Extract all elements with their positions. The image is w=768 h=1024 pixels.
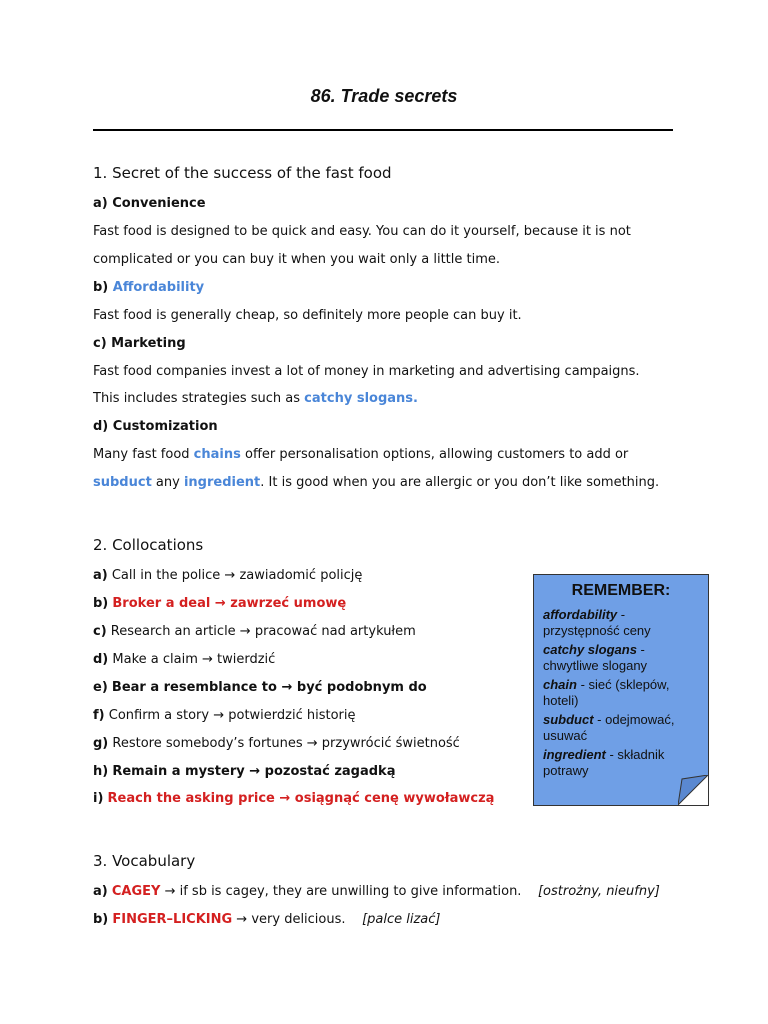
vocab-word: CAGEY <box>111 884 161 899</box>
remember-term: subduct <box>543 712 594 727</box>
item-letter: h) <box>93 764 109 779</box>
convenience-label: a) Convenience <box>93 196 206 211</box>
page-title: 86. Trade secrets <box>310 86 458 106</box>
remember-title: REMEMBER: <box>571 582 671 599</box>
item-text: Confirm a story → potwierdzić historię <box>108 708 356 723</box>
customization-text-2 <box>93 475 659 490</box>
page-curl-icon <box>678 775 708 805</box>
item-text: Research an article → pracować nad artykułem <box>110 624 416 639</box>
remember-entry <box>543 642 708 674</box>
customization-end: . It is good when you are allergic or you don’t like something. <box>260 475 660 490</box>
section3-heading: 3. Vocabulary <box>93 852 196 870</box>
affordability-text: Fast food is generally cheap, so definitely more people can buy it. <box>93 308 522 323</box>
remember-term: affordability <box>543 607 618 622</box>
convenience-text-2: complicated or you can buy it when you wait only a little time. <box>93 252 501 267</box>
vocab-item-finger-licking <box>93 912 440 927</box>
collocation-item <box>93 624 416 639</box>
title-rule <box>93 129 673 131</box>
remember-def: chwytliwe slogany <box>543 658 648 673</box>
customization-text-1 <box>93 447 628 462</box>
remember-entry <box>543 677 708 709</box>
customization-any: any <box>155 475 180 490</box>
subduct-term: subduct <box>93 475 152 490</box>
item-text: Make a claim → twierdzić <box>112 652 276 667</box>
item-letter: c) <box>93 624 107 639</box>
item-letter: a) <box>93 568 108 583</box>
remember-dash: - <box>617 607 626 622</box>
collocation-item <box>93 568 362 583</box>
item-text: Broker a deal → zawrzeć umowę <box>112 596 347 611</box>
marketing-text-2-pre: This includes strategies such as <box>93 391 301 406</box>
marketing-label: c) Marketing <box>93 336 186 351</box>
ingredient-term: ingredient <box>183 475 261 490</box>
remember-def: potrawy <box>543 763 589 778</box>
customization-label: d) Customization <box>93 419 218 434</box>
item-letter: g) <box>93 736 109 751</box>
collocation-item <box>93 680 427 695</box>
item-text: Bear a resemblance to → być podobnym do <box>111 680 427 695</box>
item-letter: d) <box>93 652 109 667</box>
affordability-term: Affordability <box>112 280 205 295</box>
item-text: Remain a mystery → pozostać zagadką <box>112 764 396 779</box>
item-letter: i) <box>93 791 104 806</box>
remember-dash: - odejmować, <box>593 712 675 727</box>
item-text: Restore somebody’s fortunes → przywrócić świetność <box>112 736 460 751</box>
item-letter: e) <box>93 680 108 695</box>
vocab-word: FINGER–LICKING <box>112 912 233 927</box>
collocation-item <box>93 764 395 779</box>
remember-dash: - sieć (sklepów, <box>576 677 670 692</box>
catchy-slogans-term: catchy slogans. <box>304 391 418 406</box>
item-text: Call in the police → zawiadomić policję <box>111 568 363 583</box>
remember-def: usuwać <box>543 728 588 743</box>
remember-dash: - <box>636 642 645 657</box>
remember-note <box>533 574 709 806</box>
remember-term: ingredient <box>543 747 606 762</box>
vocab-translation: [ostrożny, nieufny] <box>537 884 660 899</box>
convenience-text-1: Fast food is designed to be quick and easy. You can do it yourself, because it is not <box>93 224 631 239</box>
collocation-item <box>93 791 494 806</box>
remember-def: przystępność ceny <box>543 623 651 638</box>
vocab-def: → very delicious. <box>232 912 346 927</box>
item-text: Reach the asking price → osiągnąć cenę wywoławczą <box>107 791 495 806</box>
vocab-def: → if sb is cagey, they are unwilling to give information. <box>160 884 522 899</box>
item-letter: b) <box>93 596 109 611</box>
remember-entry <box>543 712 708 744</box>
customization-pre: Many fast food <box>93 447 190 462</box>
remember-term: catchy slogans <box>543 642 637 657</box>
marketing-text-1: Fast food companies invest a lot of money in marketing and advertising campaigns. <box>93 364 640 379</box>
section2-heading: 2. Collocations <box>93 536 204 554</box>
collocation-item <box>93 736 460 751</box>
marketing-text-2 <box>93 391 418 406</box>
collocation-item <box>93 652 275 667</box>
remember-def: hoteli) <box>543 693 579 708</box>
collocation-item <box>93 596 346 611</box>
vocab-item-cagey <box>93 884 660 899</box>
remember-term: chain <box>543 677 577 692</box>
item-letter: b) <box>93 912 109 927</box>
customization-post: offer personalisation options, allowing customers to add or <box>245 447 629 462</box>
affordability-label <box>93 280 204 295</box>
item-letter: a) <box>93 884 108 899</box>
section1-heading: 1. Secret of the success of the fast food <box>93 164 392 182</box>
remember-entry <box>543 607 708 639</box>
item-letter: f) <box>93 708 105 723</box>
remember-dash: - składnik <box>605 747 665 762</box>
chains-term: chains <box>193 447 241 462</box>
collocation-item <box>93 708 356 723</box>
affordability-prefix: b) <box>93 280 109 295</box>
vocab-translation: [palce lizać] <box>362 912 441 927</box>
